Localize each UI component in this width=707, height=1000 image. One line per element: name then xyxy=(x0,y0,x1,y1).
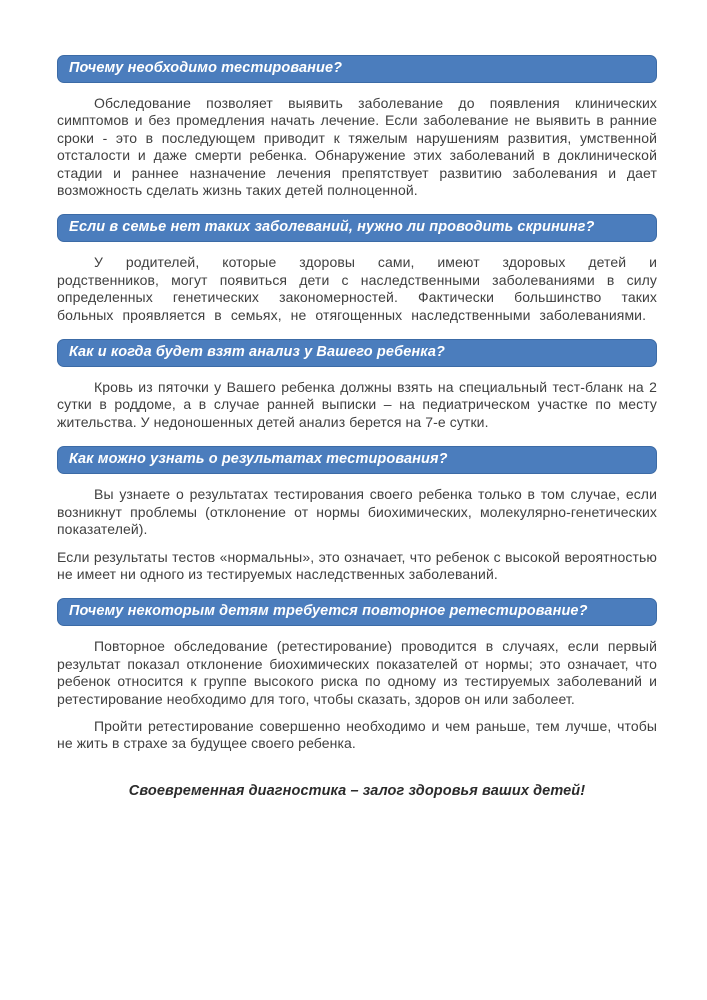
document-section xyxy=(57,214,657,324)
section-heading: Как и когда будет взят анализ у Вашего ребенка? xyxy=(69,344,446,361)
paragraph: У родителей, которые здоровы сами, имеют здоровых детей и родственников, могут появиться дети с наследственными заболеваниями в силу определенных генетических закономерностей. Фактически большинство таких больных проявляется в семьях, не отягощенных наследственными заболеваниями. xyxy=(57,254,657,323)
sections xyxy=(57,55,657,753)
paragraph: Повторное обследование (ретестирование) проводится в случаях, если первый результат показал отклонение биохимических показателей от нормы; это означает, что ребенок относится к группе высокого риска по одному из тестируемых заболеваний и ретестирование необходимо для того, чтобы сказать, здоров он или заболеет. xyxy=(57,638,657,707)
paragraph: Если результаты тестов «нормальны», это означает, что ребенок с высокой вероятностью не имеет ни одного из тестируемых наследственных заболеваний. xyxy=(57,548,657,582)
section-heading: Если в семье нет таких заболеваний, нужно ли проводить скрининг? xyxy=(69,219,595,236)
document-section xyxy=(57,598,657,752)
section-heading-bar xyxy=(57,55,657,83)
section-heading-bar xyxy=(57,598,657,626)
paragraph: Пройти ретестирование совершенно необходимо и чем раньше, тем лучше, чтобы не жить в страхе за будущее своего ребенка. xyxy=(57,717,657,752)
section-heading: Почему некоторым детям требуется повторное ретестирование? xyxy=(69,603,588,620)
document-section xyxy=(57,55,657,199)
section-heading-bar xyxy=(57,339,657,367)
tagline: Своевременная диагностика – залог здоровья ваших детей! xyxy=(128,782,586,799)
document-section xyxy=(57,446,657,583)
section-heading: Почему необходимо тестирование? xyxy=(69,60,343,76)
document-section xyxy=(57,339,657,431)
paragraph: Обследование позволяет выявить заболевание до появления клинических симптомов и без промедления начать лечение. Если заболевание не выявить в ранние сроки - это в последующем приводит к тяжелым нарушениям развития, умственной отсталости и даже смерти ребенка. Обнаружение этих заболеваний в доклинической стадии и раннее назначение лечения препятствует развитию заболевания и дает возможность сделать жизнь таких детей полноценной. xyxy=(57,95,657,199)
paragraph: Вы узнаете о результатах тестирования своего ребенка только в том случае, если возникнут проблемы (отклонение от нормы биохимических, молекулярно-генетических показателей). xyxy=(57,486,657,538)
section-heading: Как можно узнать о результатах тестирования? xyxy=(69,451,448,468)
section-heading-bar xyxy=(57,214,657,242)
paragraph: Кровь из пяточки у Вашего ребенка должны взять на специальный тест-бланк на 2 сутки в роддоме, а в случае ранней выписки – на педиатрическом участке по месту жительства. У недоношенных детей анализ берется на 7-е сутки. xyxy=(57,379,657,430)
section-heading-bar xyxy=(57,446,657,474)
